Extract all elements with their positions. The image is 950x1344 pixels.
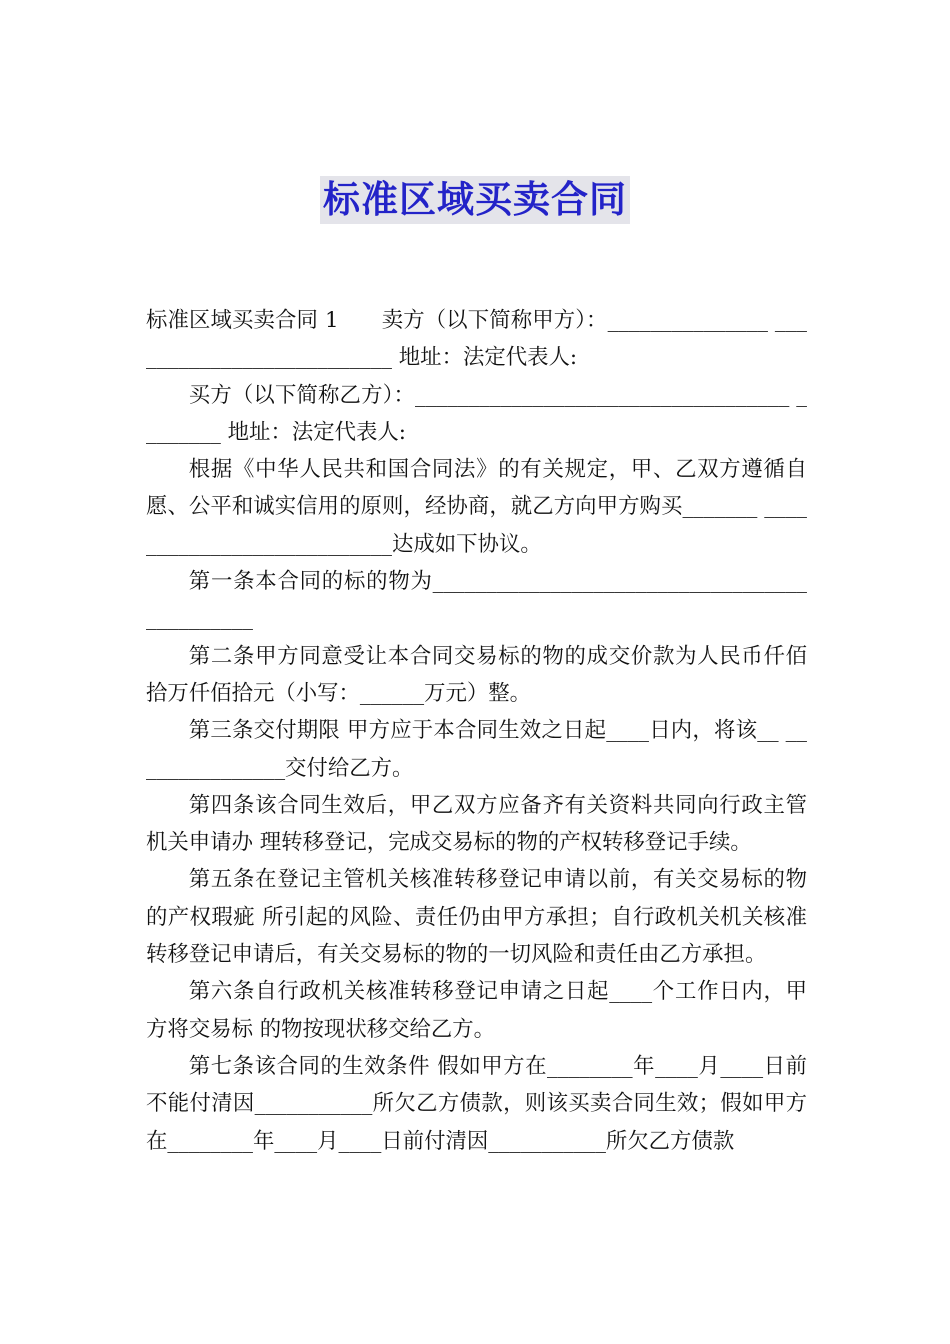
- paragraph-article-1: 第一条本合同的标的物为___________________________________ __________: [146, 569, 807, 632]
- document-title: 标准区域买卖合同: [320, 176, 630, 224]
- paragraph-article-7: 第七条该合同的生效条件 假如甲方在________年____月____日前不能付清因___________所欠乙方债款，则该买卖合同生效；假如甲方在________年____月____日前付清因___________所欠乙方债款: [146, 1053, 807, 1154]
- paragraph-article-4: 第四条该合同生效后，甲乙双方应备齐有关资料共同向行政主管机关申请办 理转移登记，完成交易标的物的产权转移登记手续。: [146, 792, 807, 856]
- document-body: [146, 302, 807, 1160]
- paragraph-buyer: 买方（以下简称乙方）：___________________________________ ________ 地址：法定代表人:: [146, 382, 807, 445]
- paragraph-seller: 标准区域买卖合同 1 卖方（以下简称甲方）：_______________ __________________________ 地址：法定代表人:: [146, 308, 807, 371]
- paragraph-article-2: 第二条甲方同意受让本合同交易标的物的成交价款为人民币仟佰 拾万仟佰拾元（小写：______万元）整。: [146, 643, 807, 706]
- paragraph-basis: 根据《中华人民共和国合同法》的有关规定，甲、乙双方遵循自愿、公平和诚实信用的原则，经协商，就乙方向甲方购买_______ ___________________________达成如下协议。: [146, 457, 807, 557]
- paragraph-article-3: 第三条交付期限 甲方应于本合同生效之日起____日内，将该__ _______________交付给乙方。: [146, 718, 807, 781]
- document-title-wrapper: [0, 176, 950, 224]
- paragraph-article-6: 第六条自行政机关核准转移登记申请之日起____个工作日内，甲方将交易标 的物按现状移交给乙方。: [146, 979, 807, 1042]
- paragraph-article-5: 第五条在登记主管机关核准转移登记申请以前，有关交易标的物的产权瑕疵 所引起的风险、责任仍由甲方承担；自行政机关机关核准转移登记申请后，有关交易标的物的一切风险和责任由乙方承担。: [146, 867, 807, 968]
